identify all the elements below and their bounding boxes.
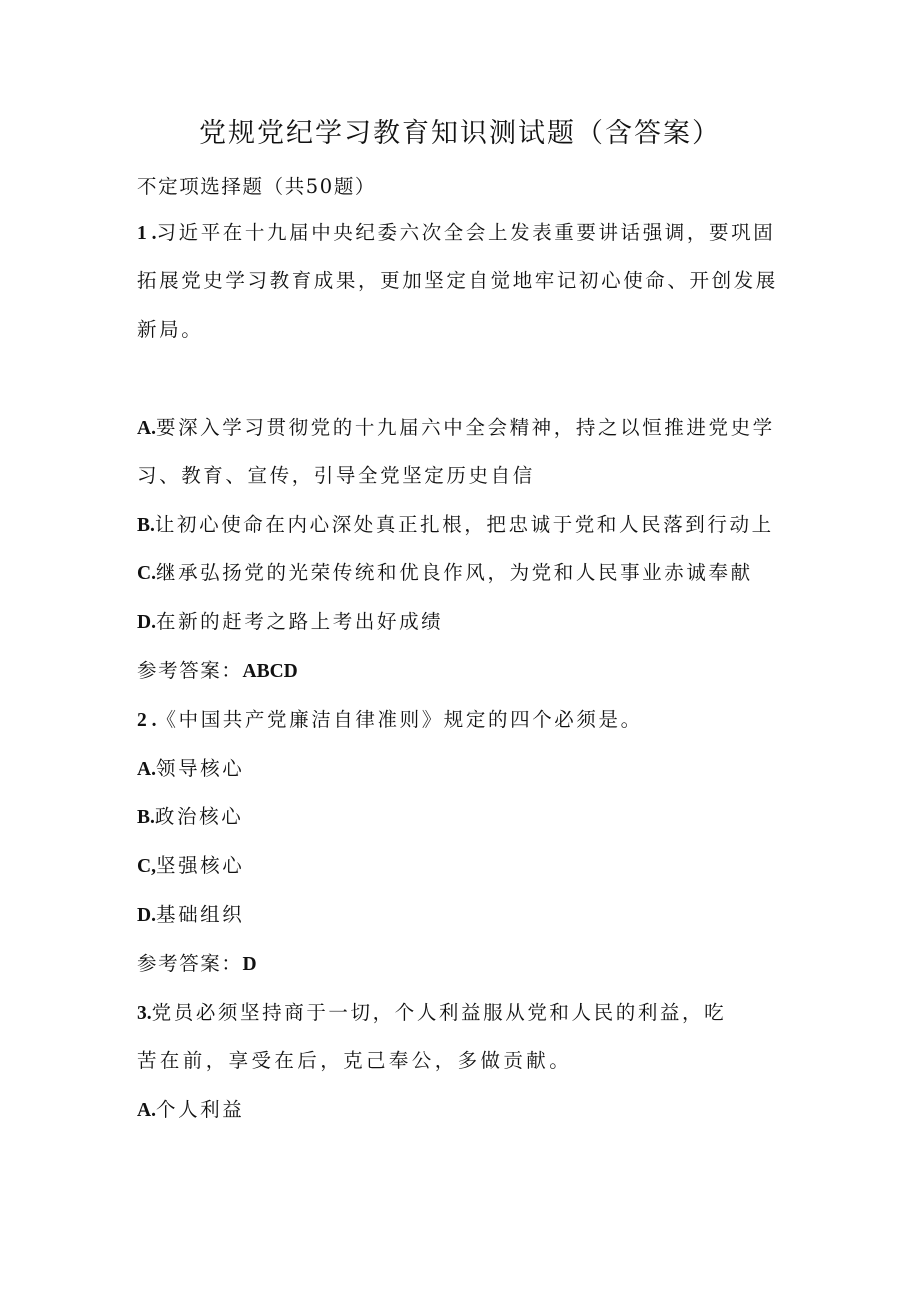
question-2-option-d: D.基础组织 bbox=[137, 903, 245, 926]
question-2-option-a: A.领导核心 bbox=[137, 757, 245, 780]
question-1-option-a-line-2: 习、教育、宣传，引导全党坚定历史自信 bbox=[137, 464, 535, 487]
question-3-stem-line-1: 3.党员必须坚持商于一切，个人利益服从党和人民的利益，吃 bbox=[137, 1001, 727, 1024]
question-1-stem-line-1: 1 .习近平在十九届中央纪委六次全会上发表重要讲话强调，要巩固 bbox=[137, 221, 776, 244]
question-2-option-c: C,坚强核心 bbox=[137, 854, 245, 877]
option-key: D. bbox=[137, 612, 156, 633]
answer-value: D bbox=[242, 954, 257, 975]
option-key: D. bbox=[137, 905, 156, 926]
answer-value: ABCD bbox=[242, 661, 298, 682]
question-1-stem-line-2: 拓展党史学习教育成果，更加坚定自觉地牢记初心使命、开创发展 bbox=[137, 269, 778, 292]
document-title: 党规党纪学习教育知识测试题（含答案） bbox=[199, 118, 721, 149]
question-2-answer: 参考答案：D bbox=[137, 952, 257, 975]
option-key: C. bbox=[137, 563, 156, 584]
question-1-stem-line-3: 新局。 bbox=[137, 318, 204, 341]
option-key: C, bbox=[137, 856, 156, 877]
option-key: B. bbox=[137, 807, 155, 828]
question-1-answer: 参考答案：ABCD bbox=[137, 659, 298, 682]
option-key: A. bbox=[137, 759, 156, 780]
question-1-option-b: B.让初心使命在内心深处真正扎根，把忠诚于党和人民落到行动上 bbox=[137, 513, 774, 536]
question-2-option-b: B.政治核心 bbox=[137, 805, 244, 828]
question-1-option-c: C.继承弘扬党的光荣传统和优良作风，为党和人民事业赤诚奉献 bbox=[137, 561, 753, 584]
question-2-stem: 2 .《中国共产党廉洁自律准则》规定的四个必须是。 bbox=[137, 708, 643, 731]
question-2-number: 2 bbox=[137, 710, 147, 731]
question-3-number: 3 bbox=[137, 1003, 147, 1024]
question-1-option-d: D.在新的赶考之路上考出好成绩 bbox=[137, 610, 444, 633]
question-3-stem-line-2: 苦在前，享受在后，克己奉公，多做贡献。 bbox=[137, 1049, 573, 1072]
option-key: A. bbox=[137, 1100, 156, 1121]
question-1-number: 1 bbox=[137, 223, 147, 244]
question-1-option-a: A.要深入学习贯彻党的十九届六中全会精神，持之以恒推进党史学 bbox=[137, 416, 775, 439]
option-key: A. bbox=[137, 418, 156, 439]
section-heading: 不定项选择题（共50题） bbox=[137, 175, 377, 198]
question-3-option-a: A.个人利益 bbox=[137, 1098, 245, 1121]
option-key: B. bbox=[137, 515, 155, 536]
